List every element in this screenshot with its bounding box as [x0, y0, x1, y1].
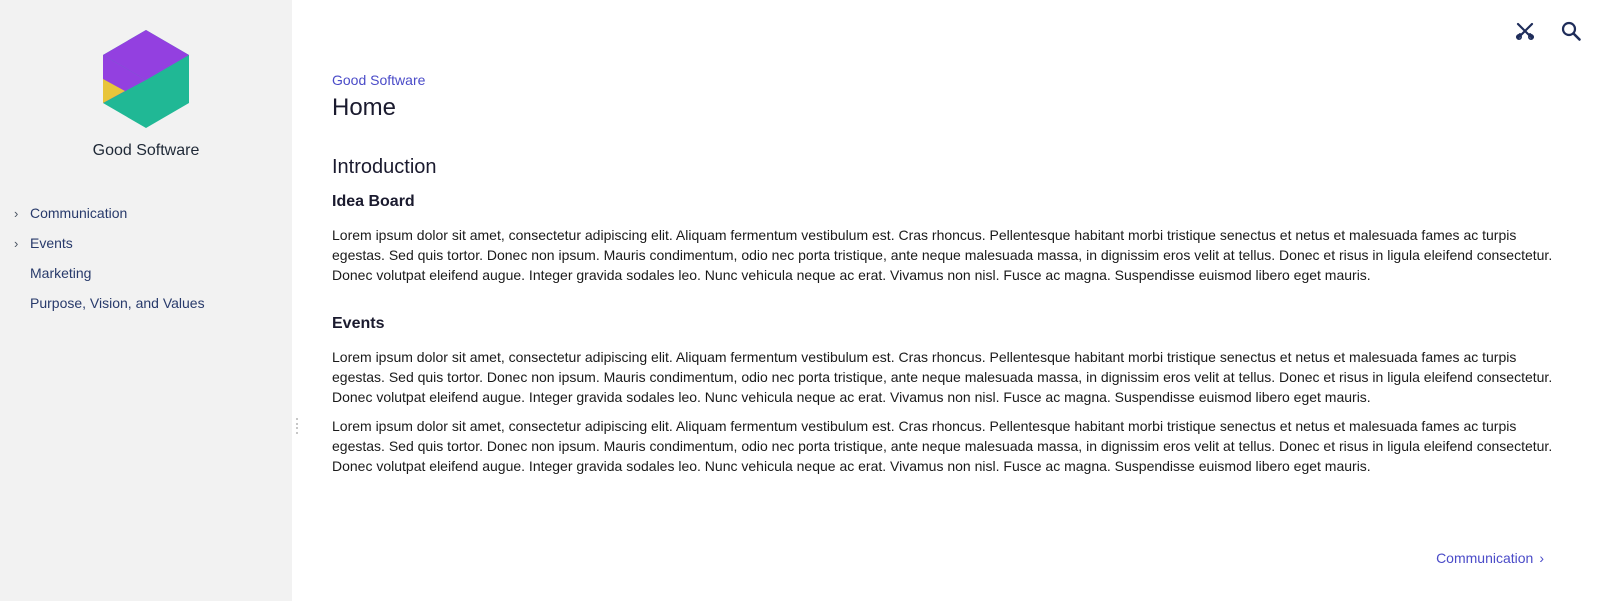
- sidebar: [0, 0, 292, 601]
- sidebar-item-label[interactable]: Purpose, Vision, and Values: [30, 295, 205, 311]
- sidebar-item-label[interactable]: Events: [30, 235, 73, 251]
- main-content: [332, 72, 1557, 476]
- sidebar-nav: [0, 198, 292, 318]
- next-page-label[interactable]: Communication: [1436, 550, 1534, 566]
- idea-board-heading: Idea Board: [332, 193, 415, 210]
- sidebar-resize-handle[interactable]: [295, 418, 299, 434]
- search-button[interactable]: [1558, 18, 1584, 44]
- sidebar-item-purpose-vision-values[interactable]: [0, 288, 292, 318]
- sidebar-item-communication[interactable]: [0, 198, 292, 228]
- hide-tools-button[interactable]: [1512, 18, 1538, 44]
- top-toolbar: [1512, 18, 1584, 44]
- brand-block: [0, 30, 292, 160]
- breadcrumb[interactable]: Good Software: [332, 72, 426, 88]
- brand-name[interactable]: Good Software: [92, 142, 200, 159]
- paragraph: Lorem ipsum dolor sit amet, consectetur adipiscing elit. Aliquam fermentum vestibulum est. Cras rhoncus. Pellentesque habitant morbi tristique senectus et netus et malesuada fames ac turpis egestas. Sed quis tortor. Donec non ipsum. Mauris condimentum, odio nec porta tristique, ante neque malesuada massa, in dignissim eros velit at tellus. Donec et risus in ligula eleifend consectetur. Donec volutpat eleifend augue. Integer gravida sodales leo. Nunc vehicula neque ac erat. Vivamus non nisl. Fusce ac magna. Suspendisse euismod libero eget mauris.: [332, 227, 1553, 283]
- sidebar-item-marketing[interactable]: [0, 258, 292, 288]
- paragraph: Lorem ipsum dolor sit amet, consectetur adipiscing elit. Aliquam fermentum vestibulum est. Cras rhoncus. Pellentesque habitant morbi tristique senectus et netus et malesuada fames ac turpis egestas. Sed quis tortor. Donec non ipsum. Mauris condimentum, odio nec porta tristique, ante neque malesuada massa, in dignissim eros velit at tellus. Donec et risus in ligula eleifend consectetur. Donec volutpat eleifend augue. Integer gravida sodales leo. Nunc vehicula neque ac erat. Vivamus non nisl. Fusce ac magna. Suspendisse euismod libero eget mauris.: [332, 418, 1553, 474]
- sidebar-item-events[interactable]: [0, 228, 292, 258]
- search-icon: [1560, 20, 1582, 42]
- page-title: Home: [332, 94, 397, 121]
- sidebar-item-label[interactable]: Marketing: [30, 265, 92, 281]
- section-title: Introduction: [332, 156, 437, 178]
- events-heading: Events: [332, 315, 385, 332]
- chevron-right-icon[interactable]: ›: [14, 235, 19, 251]
- chevron-right-icon[interactable]: ›: [14, 205, 19, 221]
- paragraph: Lorem ipsum dolor sit amet, consectetur adipiscing elit. Aliquam fermentum vestibulum est. Cras rhoncus. Pellentesque habitant morbi tristique senectus et netus et malesuada fames ac turpis egestas. Sed quis tortor. Donec non ipsum. Mauris condimentum, odio nec porta tristique, ante neque malesuada massa, in dignissim eros velit at tellus. Donec et risus in ligula eleifend consectetur. Donec volutpat eleifend augue. Integer gravida sodales leo. Nunc vehicula neque ac erat. Vivamus non nisl. Fusce ac magna. Suspendisse euismod libero eget mauris.: [332, 349, 1553, 405]
- chevron-right-icon: ›: [1539, 550, 1544, 566]
- next-page-link[interactable]: [1436, 550, 1544, 566]
- logo-icon[interactable]: [103, 30, 189, 128]
- sidebar-item-label[interactable]: Communication: [30, 205, 128, 221]
- hide-tools-icon: [1514, 20, 1536, 42]
